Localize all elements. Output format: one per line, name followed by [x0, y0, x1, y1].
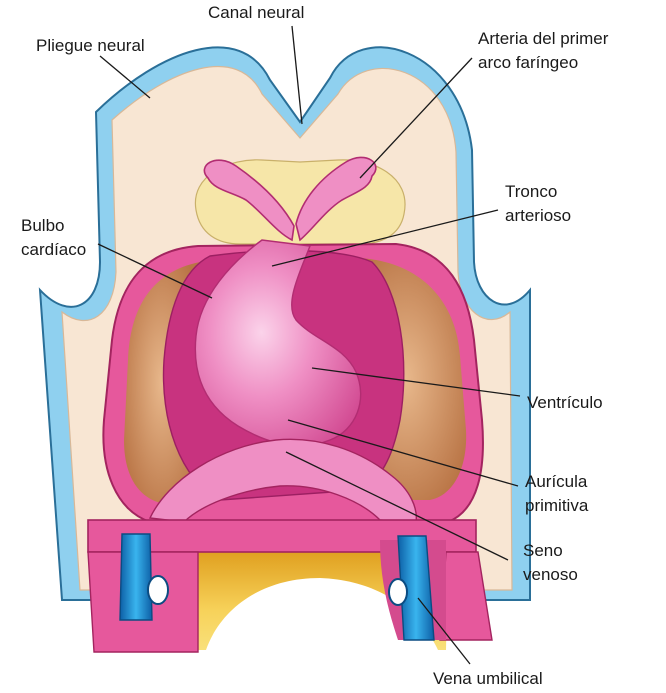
- label-ventriculo: Ventrículo: [527, 393, 603, 412]
- label-pliegue-neural: Pliegue neural: [36, 36, 145, 55]
- label-bulbo-line2: cardíaco: [21, 240, 87, 259]
- label-auricula-line1: Aurícula: [525, 472, 588, 491]
- umbilical-vein-right-opening: [389, 579, 407, 605]
- label-arteria-line2: arco faríngeo: [478, 53, 579, 72]
- label-vena-umbilical: Vena umbilical: [433, 669, 543, 688]
- label-tronco-line2: arterioso: [505, 206, 572, 225]
- leader-canal-neural: [292, 26, 302, 124]
- label-tronco-line1: Tronco: [505, 182, 558, 201]
- umbilical-vein-left: [120, 534, 152, 620]
- label-arteria-line1: Arteria del primer: [478, 29, 609, 48]
- label-canal-neural: Canal neural: [208, 3, 305, 22]
- umbilical-vein-left-opening: [148, 576, 168, 604]
- label-seno-line2: venoso: [523, 565, 578, 584]
- label-auricula-line2: primitiva: [525, 496, 589, 515]
- label-bulbo-line1: Bulbo: [21, 216, 65, 235]
- label-seno-line1: Seno: [523, 541, 563, 560]
